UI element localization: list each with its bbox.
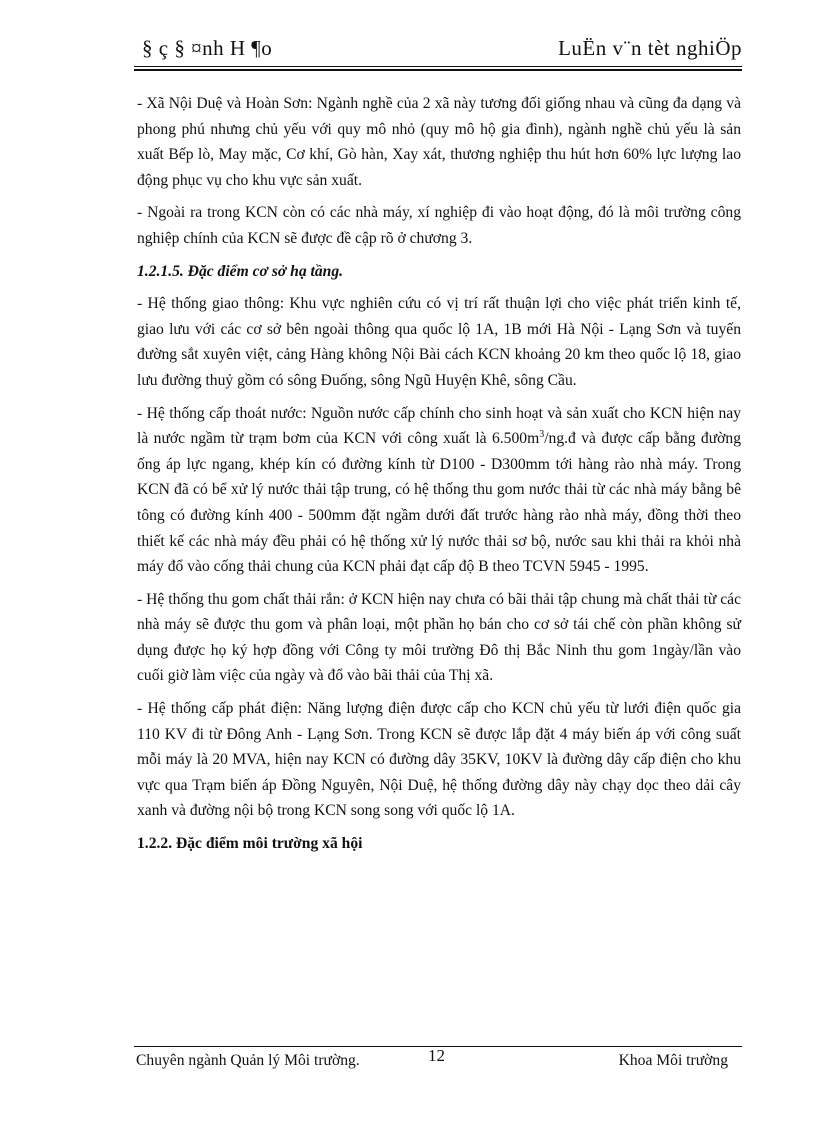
superscript-3: 3 [539, 428, 545, 440]
section-heading-social-environment: 1.2.2. Đặc điểm môi trường xã hội [137, 835, 363, 853]
paragraph-solid-waste: - Hệ thống thu gom chất thải rắn: ở KCN hiện nay chưa có bãi thải tập chung mà chất thải từ các nhà máy sẽ được thu gom và phân loại, một phần họ bán cho cơ sở tái chế còn phần không sử dụng được họ ký hợp đồng với Công ty môi trường Đô thị Bắc Ninh thu gom 1ngày/lần vào cuối giờ làm việc của ngày và đổ vào bãi thải của Thị xã. [137, 590, 741, 685]
header-left-text: § ç § ¤nh H ¶o [142, 36, 273, 60]
header-right-text: LuËn v¨n tèt nghiÖp [558, 36, 742, 60]
paragraph-water-supply [137, 401, 741, 580]
page-footer [134, 1046, 742, 1076]
paragraph-electricity: - Hệ thống cấp phát điện: Năng lượng điện được cấp cho KCN chủ yếu từ lưới điện quốc gia 110 KV đi từ Đông Anh - Lạng Sơn. Trong KCN sẽ được lắp đặt 4 máy biến áp với công suất mỗi máy là 20 MVA, hiện nay KCN có đường dây 35KV, 10KV là đường dây cấp điện cho khu vực qua Trạm biến áp Đồng Nguyên, Nội Duệ, hệ thống đường dây này chạy dọc theo dải cây xanh và đường nội bộ trong KCN song song với quốc lộ 1A. [137, 700, 741, 820]
page-header [134, 36, 742, 68]
paragraph-transport: - Hệ thống giao thông: Khu vực nghiên cứu có vị trí rất thuận lợi cho việc phát triển kinh tế, giao lưu với các cơ sở bên ngoài thông qua quốc lộ 1A, 1B mới Hà Nội - Lạng Sơn và tuyến đường sắt xuyên việt, cảng Hàng không Nội Bài cách KCN khoảng 20 km theo quốc lộ 18, giao lưu đường thuỷ gồm có sông Đuống, sông Ngũ Huyện Khê, sông Cầu. [137, 295, 741, 389]
footer-left-text: Chuyên ngành Quản lý Môi trường. [136, 1052, 360, 1069]
header-rule [134, 66, 742, 67]
header-rule-thick [134, 69, 742, 71]
water-supply-text-a: - Hệ thống cấp thoát nước: Nguồn nước cấp chính cho sinh hoạt và sản xuất cho KCN hiện nay là nước ngầm từ trạm bơm của KCN với công xuất là 6.500m [137, 404, 741, 448]
footer-right-text: Khoa Môi trường [618, 1052, 728, 1069]
section-heading-infrastructure: 1.2.1.5. Đặc điểm cơ sở hạ tầng. [137, 262, 344, 280]
page-body [137, 91, 741, 864]
page-number: 12 [428, 1046, 445, 1065]
paragraph-kcn-factories: - Ngoài ra trong KCN còn có các nhà máy, xí nghiệp đi vào hoạt động, đó là môi trường công nghiệp chính của KCN sẽ được đề cập rõ ở chương 3. [137, 204, 741, 247]
paragraph-noi-due-hoan-son: - Xã Nội Duệ và Hoàn Sơn: Ngành nghề của 2 xã này tương đối giống nhau và cũng đa dạng và phong phú nhưng chủ yếu với quy mô nhỏ (quy mô hộ gia đình), ngành nghề chủ yếu là sản xuất Bếp lò, May mặc, Cơ khí, Gò hàn, Xay xát, thương nghiệp thu hút hơn 60% lực lượng lao động phục vụ cho khu vực sản xuất. [137, 95, 741, 189]
water-supply-text-b: /ng.đ và được cấp bằng đường ống áp lực ngang, khép kín có đường kính từ D100 - D300mm tới hàng rào nhà máy. Trong KCN đã có bể xử lý nước thải tập trung, có hệ thống thu gom nước thải từ các nhà máy bằng bê tông có đường kính 400 - 500mm đặt ngầm dưới đất trước hàng rào nhà máy, đồng thời theo thiết kế các nhà máy đều phải có hệ thống xử lý nước thải sơ bộ, nước sau khi thải ra khỏi nhà máy đổ vào cống thải chung của KCN phải đạt cấp độ B theo TCVN 5945 - 1995. [137, 430, 741, 576]
